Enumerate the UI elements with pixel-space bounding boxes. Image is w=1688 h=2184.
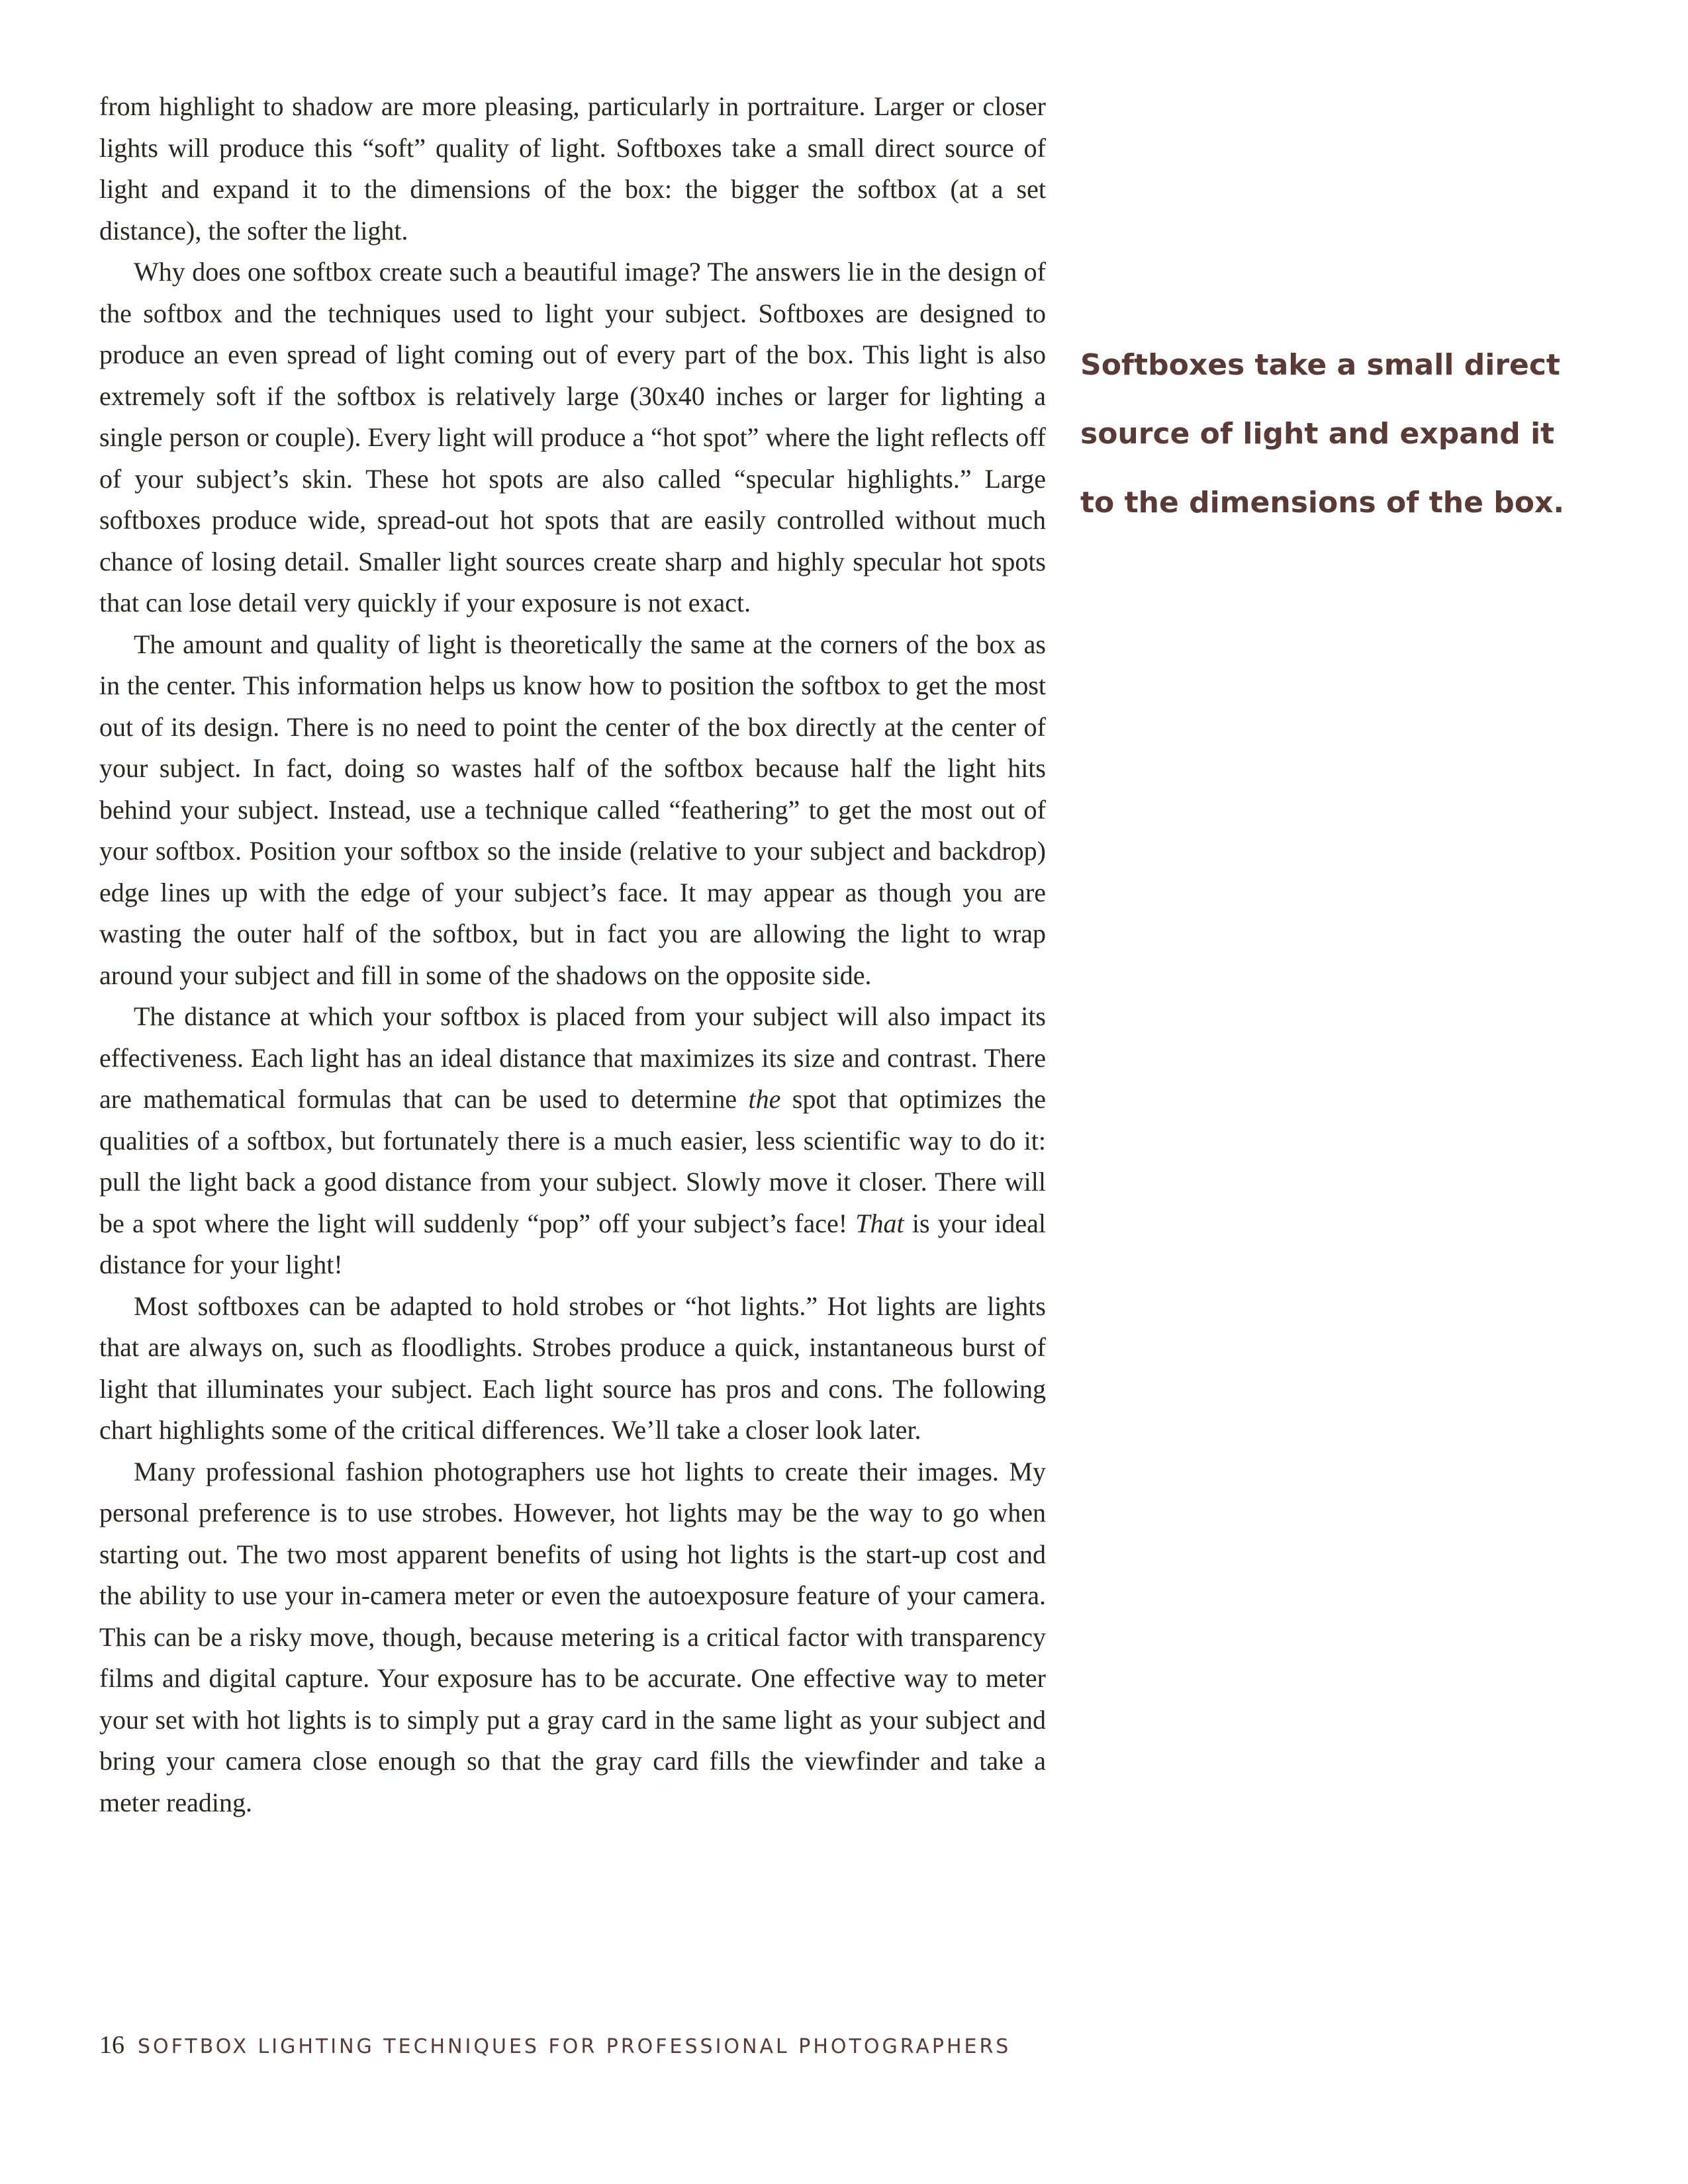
body-paragraph [99, 1451, 1046, 1824]
italic-text: the [748, 1084, 781, 1114]
paragraph-text: from highlight to shadow are more pleasing, particularly in portraiture. Larger or closer lights will produce this “soft” quality of light. Softboxes take a small direct source of light and expand it to the dimensions of the box: the bigger the softbox (at a set distance), the softer the light. [99, 91, 1046, 246]
running-title: SOFTBOX LIGHTING TECHNIQUES FOR PROFESSIONAL PHOTOGRAPHERS [138, 2035, 1011, 2058]
main-text-column [99, 86, 1046, 1823]
paragraph-text: spot that optimizes the qualities of a softbox, but fortunately there is a much easier, less scientific way to do it: pull the light back a good distance from your subject. Slowly move it closer. There will be a spot where the light will suddenly “pop” off your subject’s face! [99, 1084, 1046, 1238]
body-paragraph [99, 996, 1046, 1286]
body-paragraph [99, 86, 1046, 251]
body-paragraph [99, 624, 1046, 997]
page-footer [99, 2030, 1011, 2068]
pull-quote: Softboxes take a small direct source of light and expand it to the dimensions of the box. [1080, 348, 1565, 520]
paragraph-text: Many professional fashion photographers use hot lights to create their images. My personal preference is to use strobes. However, hot lights may be the way to go when starting out. The two most apparent benefits of using hot lights is the start-up cost and the ability to use your in-camera meter or even the autoexposure feature of your camera. This can be a risky move, though, because metering is a critical factor with transparency films and digital capture. Your exposure has to be accurate. One effective way to meter your set with hot lights is to simply put a gray card in the same light as your subject and bring your camera close enough so that the gray card fills the viewfinder and take a meter reading. [99, 1456, 1046, 1817]
paragraph-text: Most softboxes can be adapted to hold strobes or “hot lights.” Hot lights are lights that are always on, such as floodlights. Strobes produce a quick, instantaneous burst of light that illuminates your subject. Each light source has pros and cons. The following chart highlights some of the critical differences. We’ll take a closer look later. [99, 1291, 1046, 1445]
paragraph-text: Why does one softbox create such a beautiful image? The answers lie in the design of the softbox and the techniques used to light your subject. Softboxes are designed to produce an even spread of light coming out of every part of the box. This light is also extremely soft if the softbox is relatively large (30x40 inches or larger for lighting a single person or couple). Every light will produce a “hot spot” where the light reflects off of your subject’s skin. These hot spots are also called “specular highlights.” Large softboxes produce wide, spread-out hot spots that are easily controlled without much chance of losing detail. Smaller light sources create sharp and highly specular hot spots that can lose detail very quickly if your exposure is not exact. [99, 257, 1046, 617]
paragraph-text: The amount and quality of light is theoretically the same at the corners of the box as in the center. This information helps us know how to position the softbox to get the most out of its design. There is no need to point the center of the box directly at the center of your subject. In fact, doing so wastes half of the softbox because half the light hits behind your subject. Instead, use a technique called “feathering” to get the most out of your softbox. Position your softbox so the inside (relative to your subject and backdrop) edge lines up with the edge of your subject’s face. It may appear as though you are wasting the outer half of the softbox, but in fact you are allowing the light to wrap around your subject and fill in some of the shadows on the opposite side. [99, 629, 1046, 990]
paragraph-text: The distance at which your softbox is placed from your subject will also impact its effectiveness. Each light has an ideal distance that maximizes its size and contrast. There are mathematical formulas that can be used to determine [99, 1001, 1046, 1114]
paragraph-text: is your ideal distance for your light! [99, 1208, 1046, 1279]
italic-text: That [855, 1208, 904, 1238]
body-paragraph [99, 251, 1046, 624]
body-paragraph [99, 1286, 1046, 1451]
page-number: 16 [99, 2031, 124, 2059]
